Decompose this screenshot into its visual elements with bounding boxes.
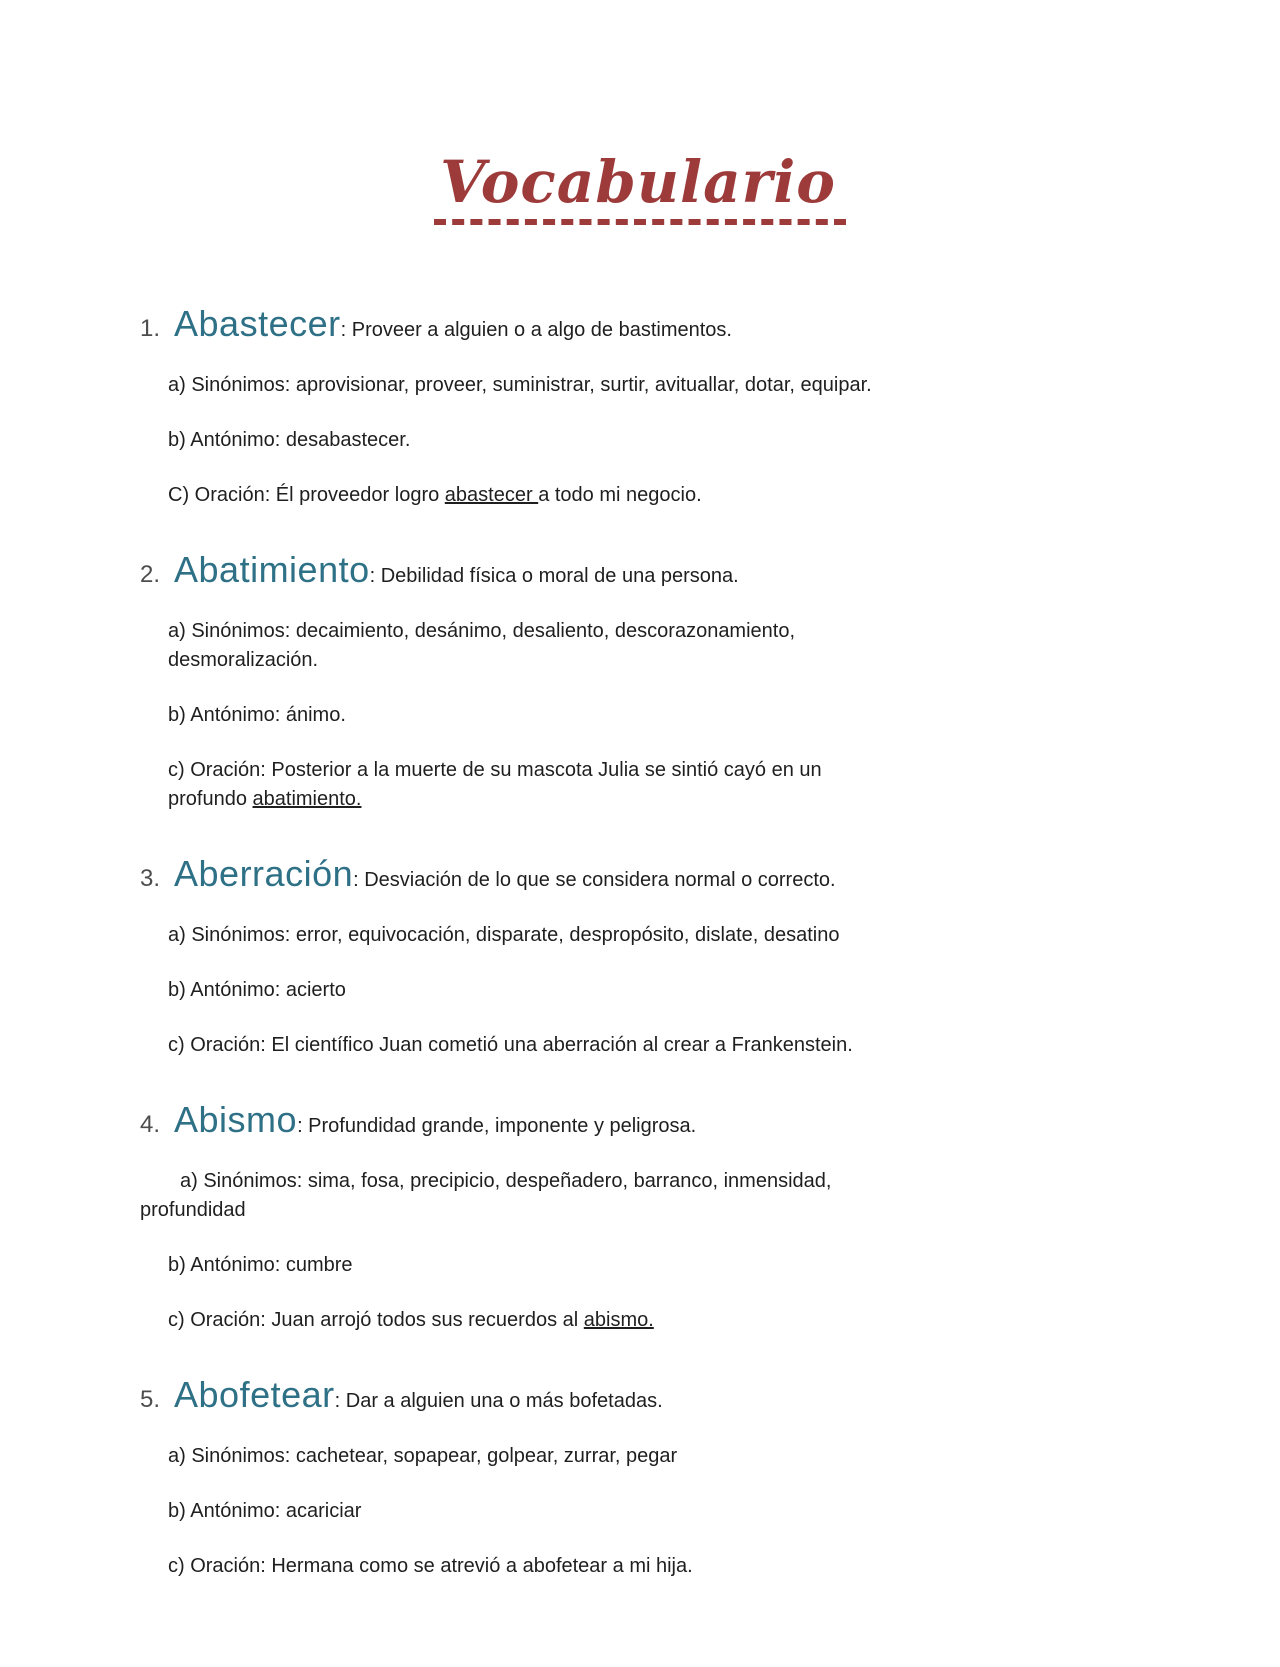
entry-definition: : Profundidad grande, imponente y peligrosa. bbox=[297, 1115, 697, 1138]
vocab-entry-abatimiento bbox=[140, 548, 1140, 814]
title-container bbox=[140, 112, 1140, 264]
entry-definition: : Desviación de lo que se considera normal o correcto. bbox=[353, 868, 836, 891]
synonyms-line bbox=[168, 617, 1140, 675]
entry-heading bbox=[140, 1373, 1140, 1416]
antonym-line bbox=[168, 1251, 1140, 1280]
entry-heading bbox=[140, 852, 1140, 895]
entry-definition: : Proveer a alguien o a algo de bastimentos. bbox=[340, 318, 732, 341]
synonyms-text: desmoralización. bbox=[168, 648, 319, 671]
antonym-text: b) Antónimo: desabastecer. bbox=[168, 428, 411, 451]
entry-number: 5. bbox=[140, 1386, 161, 1414]
antonym-line bbox=[168, 976, 1140, 1005]
sentence-text: C) Oración: Él proveedor logro bbox=[168, 483, 445, 506]
entry-number: 1. bbox=[140, 314, 161, 342]
entry-number: 2. bbox=[140, 560, 161, 588]
entry-word: Abofetear bbox=[174, 1374, 335, 1416]
entry-number: 3. bbox=[140, 864, 161, 892]
sentence-line bbox=[168, 481, 1140, 510]
synonyms-text: a) Sinónimos: cachetear, sopapear, golpear, zurrar, pegar bbox=[168, 1445, 678, 1468]
entry-number: 4. bbox=[140, 1111, 161, 1139]
antonym-text: b) Antónimo: acariciar bbox=[168, 1500, 362, 1523]
sentence-text: profundo bbox=[168, 787, 253, 810]
sentence-line bbox=[168, 1031, 1140, 1060]
underlined-word: abastecer bbox=[444, 483, 539, 506]
entry-heading bbox=[140, 548, 1140, 591]
antonym-line bbox=[168, 1497, 1140, 1526]
vocab-entry-aberracion bbox=[140, 852, 1140, 1060]
sentence-text: a todo mi negocio. bbox=[538, 483, 702, 506]
entry-definition: : Debilidad física o moral de una persona. bbox=[369, 564, 739, 587]
vocab-entry-abofetear bbox=[140, 1373, 1140, 1581]
sentence-text: c) Oración: Juan arrojó todos sus recuerdos al bbox=[168, 1309, 584, 1332]
entry-word: Abatimiento bbox=[174, 548, 370, 590]
sentence-line bbox=[168, 756, 1140, 814]
underlined-word: abatimiento. bbox=[252, 787, 362, 810]
entry-word: Abismo bbox=[174, 1099, 298, 1141]
synonyms-text: a) Sinónimos: error, equivocación, disparate, despropósito, dislate, desatino bbox=[168, 924, 840, 947]
underlined-word: abismo. bbox=[583, 1309, 654, 1332]
synonyms-text: a) Sinónimos: decaimiento, desánimo, desaliento, descorazonamiento, bbox=[168, 619, 796, 642]
antonym-line bbox=[168, 701, 1140, 730]
antonym-text: b) Antónimo: ánimo. bbox=[168, 703, 346, 726]
vocab-entry-abastecer bbox=[140, 302, 1140, 510]
synonyms-line bbox=[168, 1442, 1140, 1471]
sentence-text: c) Oración: Hermana como se atrevió a abofetear a mi hija. bbox=[168, 1555, 693, 1578]
synonyms-line bbox=[168, 921, 1140, 950]
synonyms-text: a) Sinónimos: sima, fosa, precipicio, despeñadero, barranco, inmensidad, bbox=[180, 1170, 832, 1193]
entry-heading bbox=[140, 302, 1140, 345]
page-title: Vocabulario bbox=[434, 151, 846, 225]
sentence-text: c) Oración: Posterior a la muerte de su mascota Julia se sintió cayó en un bbox=[168, 758, 822, 781]
sentence-text: c) Oración: El científico Juan cometió una aberración al crear a Frankenstein. bbox=[168, 1034, 853, 1057]
synonyms-line bbox=[140, 1167, 1140, 1225]
entry-word: Aberración bbox=[174, 852, 354, 894]
entry-definition: : Dar a alguien una o más bofetadas. bbox=[334, 1390, 663, 1413]
vocab-entry-abismo bbox=[140, 1098, 1140, 1335]
sentence-line bbox=[168, 1306, 1140, 1335]
synonyms-text: a) Sinónimos: aprovisionar, proveer, suministrar, surtir, avituallar, dotar, equipar. bbox=[168, 373, 872, 396]
sentence-line bbox=[168, 1552, 1140, 1581]
antonym-text: b) Antónimo: cumbre bbox=[168, 1254, 353, 1277]
synonyms-line bbox=[168, 371, 1140, 400]
synonyms-text: profundidad bbox=[140, 1199, 246, 1222]
entry-heading bbox=[140, 1098, 1140, 1141]
antonym-text: b) Antónimo: acierto bbox=[168, 979, 346, 1002]
entry-word: Abastecer bbox=[174, 302, 341, 344]
antonym-line bbox=[168, 426, 1140, 455]
